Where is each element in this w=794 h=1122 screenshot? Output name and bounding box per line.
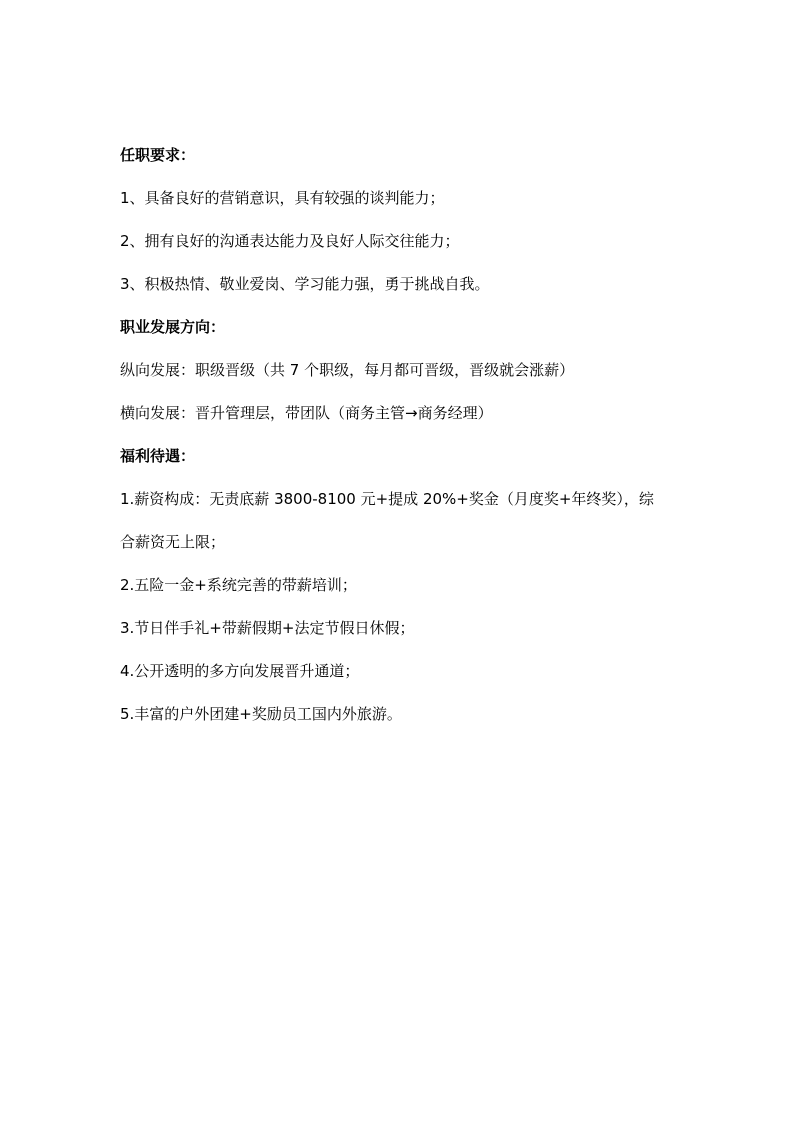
career-item: 纵向发展：职级晋级（共 7 个职级，每月都可晋级，晋级就会涨薪） bbox=[120, 361, 575, 379]
career-item: 横向发展：晋升管理层，带团队（商务主管→商务经理） bbox=[120, 404, 493, 422]
section-heading-benefits: 福利待遇： bbox=[120, 447, 196, 465]
benefit-item: 5.丰富的户外团建+奖励员工国内外旅游。 bbox=[120, 705, 402, 723]
benefit-item: 3.节日伴手礼+带薪假期+法定节假日休假； bbox=[120, 619, 415, 637]
document-body bbox=[120, 144, 690, 725]
section-heading-requirements: 任职要求： bbox=[120, 146, 196, 164]
benefit-item: 1.薪资构成：无责底薪 3800-8100 元+提成 20%+奖金（月度奖+年终奖），综 bbox=[120, 490, 654, 508]
requirement-item: 2、拥有良好的沟通表达能力及良好人际交往能力； bbox=[120, 232, 460, 250]
section-heading-career: 职业发展方向： bbox=[120, 318, 226, 336]
benefit-item: 4.公开透明的多方向发展晋升通道； bbox=[120, 662, 360, 680]
benefit-item: 2.五险一金+系统完善的带薪培训； bbox=[120, 576, 357, 594]
requirement-item: 3、积极热情、敬业爱岗、学习能力强，勇于挑战自我。 bbox=[120, 275, 490, 293]
benefit-item-continuation: 合薪资无上限； bbox=[120, 533, 226, 551]
requirement-item: 1、具备良好的营销意识，具有较强的谈判能力； bbox=[120, 189, 445, 207]
